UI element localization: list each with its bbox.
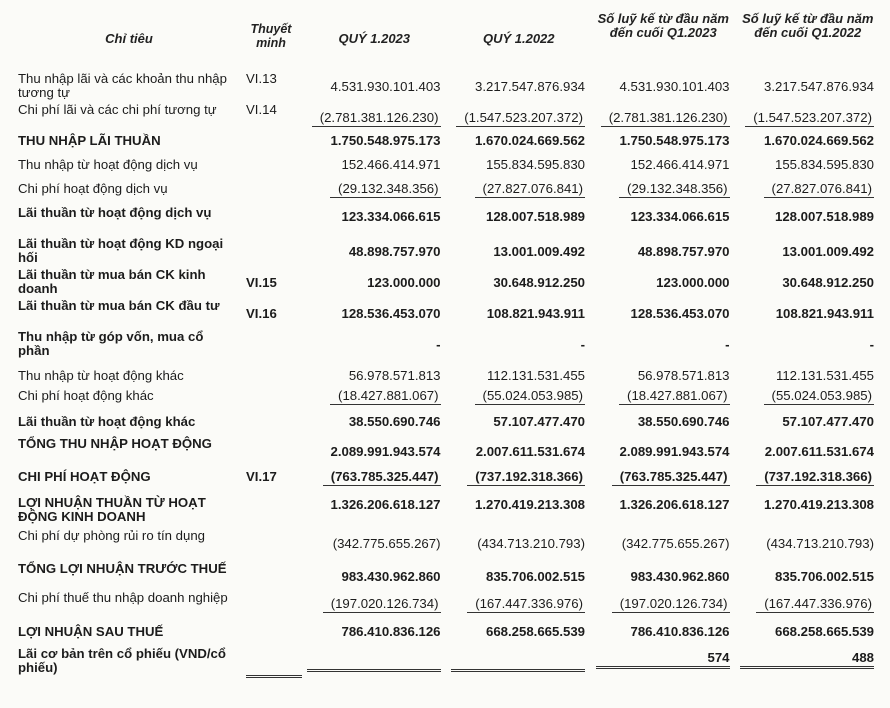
- row-label: LỢI NHUẬN THUẦN TỪ HOẠT ĐỘNG KINH DOANH: [18, 495, 206, 524]
- row-ytd-2022: 488: [740, 651, 874, 669]
- row-q1-2022: 1.270.419.213.308: [474, 497, 585, 512]
- row-label: Chi phí thuế thu nhập doanh nghiệp: [18, 590, 228, 605]
- header-label: Chỉ tiêu: [105, 31, 153, 46]
- row-q1-2023: 48.898.757.970: [348, 244, 441, 259]
- row-note: [240, 182, 302, 206]
- row-ytd-2022: 2.007.611.531.674: [764, 444, 874, 459]
- row-ytd-2023: 128.536.453.070: [630, 306, 730, 321]
- row-q1-2022: (1.547.523.207.372): [456, 111, 585, 127]
- row-ytd-2023: 123.000.000: [656, 275, 730, 290]
- table-header: [18, 6, 880, 72]
- row-ytd-2022: 3.217.547.876.934: [763, 79, 874, 94]
- row-ytd-2023: (342.775.655.267): [621, 536, 730, 551]
- row-ytd-2023: (763.785.325.447): [612, 470, 730, 486]
- table-row: [18, 621, 880, 645]
- row-ytd-2023: -: [725, 337, 730, 352]
- row-label: LỢI NHUẬN SAU THUẾ: [18, 624, 164, 639]
- row-label: Lãi thuần từ hoạt động KD ngoại hối: [18, 236, 224, 265]
- row-label: Thu nhập từ góp vốn, mua cổ phần: [18, 329, 204, 358]
- row-q1-2023: (18.427.881.067): [330, 389, 440, 405]
- row-note: [240, 433, 302, 464]
- row-ytd-2022: 1.270.419.213.308: [763, 497, 874, 512]
- row-label: Lãi cơ bản trên cổ phiếu (VND/cổ phiếu): [18, 646, 226, 675]
- row-ytd-2022: 668.258.665.539: [774, 624, 874, 639]
- row-ytd-2023: 123.334.066.615: [630, 209, 730, 224]
- row-ytd-2023: 38.550.690.746: [637, 414, 730, 429]
- row-q1-2023: (763.785.325.447): [323, 470, 441, 486]
- table-row: [18, 206, 880, 237]
- row-ytd-2022: (27.827.076.841): [764, 182, 874, 198]
- row-q1-2023: (29.132.348.356): [330, 182, 440, 198]
- row-ytd-2022: 835.706.002.515: [774, 569, 874, 584]
- row-q1-2023: 56.978.571.813: [348, 368, 441, 383]
- row-q1-2022: 57.107.477.470: [493, 414, 585, 429]
- row-q1-2022: (434.713.210.793): [477, 536, 585, 551]
- row-q1-2022: 3.217.547.876.934: [474, 79, 585, 94]
- row-ytd-2023: 48.898.757.970: [637, 244, 730, 259]
- row-note: VI.13: [246, 71, 277, 86]
- row-ytd-2022: 108.821.943.911: [775, 306, 874, 321]
- table-row: [18, 299, 880, 330]
- row-note: [240, 621, 302, 645]
- row-label: Thu nhập từ hoạt động khác: [18, 368, 184, 383]
- table-row: [18, 645, 880, 685]
- table-row: [18, 134, 880, 158]
- row-q1-2022: (27.827.076.841): [475, 182, 585, 198]
- row-label: Chi phí hoạt động dịch vụ: [18, 181, 168, 196]
- header-col3: Số luỹ kế từ đầu năm đến cuối Q1.2023: [597, 11, 729, 40]
- row-ytd-2023: 786.410.836.126: [630, 624, 730, 639]
- row-q1-2023: [307, 668, 441, 672]
- row-ytd-2022: (737.192.318.366): [756, 470, 874, 486]
- row-q1-2022: 108.821.943.911: [486, 306, 585, 321]
- row-label: Chi phí hoạt động khác: [18, 388, 154, 403]
- row-ytd-2022: 112.131.531.455: [775, 368, 874, 383]
- row-ytd-2022: 1.670.024.669.562: [763, 133, 874, 148]
- row-q1-2023: 1.750.548.975.173: [330, 133, 441, 148]
- row-ytd-2023: 983.430.962.860: [630, 569, 730, 584]
- row-q1-2023: 128.536.453.070: [341, 306, 441, 321]
- table-row: [18, 556, 880, 587]
- row-ytd-2023: (2.781.381.126.230): [601, 111, 730, 127]
- table-row: [18, 72, 880, 103]
- row-q1-2023: 152.466.414.971: [341, 157, 441, 172]
- row-q1-2022: -: [580, 337, 585, 352]
- row-q1-2023: 2.089.991.943.574: [330, 444, 441, 459]
- row-q1-2022: 1.670.024.669.562: [474, 133, 585, 148]
- row-label: Lãi thuần từ mua bán CK đầu tư: [18, 298, 220, 313]
- row-q1-2023: 38.550.690.746: [348, 414, 441, 429]
- row-ytd-2022: (55.024.053.985): [764, 389, 874, 405]
- row-q1-2023: (342.775.655.267): [332, 536, 441, 551]
- row-note: VI.17: [246, 469, 277, 484]
- row-ytd-2023: 1.750.548.975.173: [619, 133, 730, 148]
- row-q1-2022: (737.192.318.366): [467, 470, 585, 486]
- row-ytd-2022: 30.648.912.250: [782, 275, 874, 290]
- row-q1-2023: 123.334.066.615: [341, 209, 441, 224]
- row-ytd-2023: 1.326.206.618.127: [619, 497, 730, 512]
- row-q1-2022: (167.447.336.976): [467, 597, 585, 613]
- row-label: Thu nhập từ hoạt động dịch vụ: [18, 157, 198, 172]
- row-q1-2022: 155.834.595.830: [485, 157, 585, 172]
- table-row: [18, 464, 880, 488]
- row-note: [240, 488, 302, 525]
- row-note: VI.16: [246, 306, 277, 321]
- table-row: [18, 385, 880, 409]
- table-row: [18, 103, 880, 134]
- row-label: Lãi thuần từ hoạt động khác: [18, 414, 196, 429]
- row-q1-2022: 668.258.665.539: [485, 624, 585, 639]
- row-ytd-2023: (29.132.348.356): [619, 182, 729, 198]
- row-label: THU NHẬP LÃI THUẦN: [18, 133, 161, 148]
- row-q1-2023: 123.000.000: [367, 275, 441, 290]
- row-ytd-2022: (434.713.210.793): [766, 536, 874, 551]
- row-note: [240, 330, 302, 361]
- row-label: TỔNG LỢI NHUẬN TRƯỚC THUẾ: [18, 561, 227, 576]
- row-q1-2023: 4.531.930.101.403: [330, 79, 441, 94]
- header-col4: Số luỹ kế từ đầu năm đến cuối Q1.2022: [742, 11, 874, 40]
- header-col1: QUÝ 1.2023: [338, 31, 411, 46]
- table-row: [18, 182, 880, 206]
- row-q1-2023: 983.430.962.860: [341, 569, 441, 584]
- row-q1-2022: 13.001.009.492: [493, 244, 585, 259]
- row-ytd-2022: 128.007.518.989: [774, 209, 874, 224]
- row-q1-2022: (55.024.053.985): [475, 389, 585, 405]
- row-note: [240, 587, 302, 621]
- row-ytd-2022: 13.001.009.492: [782, 244, 874, 259]
- row-q1-2022: 30.648.912.250: [493, 275, 585, 290]
- row-ytd-2022: 57.107.477.470: [782, 414, 874, 429]
- header-note: Thuyết minh: [250, 22, 292, 50]
- row-ytd-2023: 574: [596, 651, 730, 669]
- table-row: [18, 361, 880, 385]
- row-note: [240, 158, 302, 182]
- row-label: Thu nhập lãi và các khoản thu nhập tương tự: [18, 71, 227, 100]
- row-note: [240, 237, 302, 268]
- row-q1-2023: (2.781.381.126.230): [312, 111, 441, 127]
- row-label: CHI PHÍ HOẠT ĐỘNG: [18, 469, 151, 484]
- table-row: [18, 330, 880, 361]
- row-ytd-2023: 152.466.414.971: [630, 157, 730, 172]
- row-ytd-2022: 155.834.595.830: [774, 157, 874, 172]
- table-row: [18, 525, 880, 556]
- header-col2: QUÝ 1.2022: [482, 31, 555, 46]
- row-q1-2022: 112.131.531.455: [486, 368, 585, 383]
- row-note: [240, 409, 302, 433]
- row-ytd-2023: 4.531.930.101.403: [619, 79, 730, 94]
- row-ytd-2023: 2.089.991.943.574: [619, 444, 730, 459]
- row-note: [240, 134, 302, 158]
- row-note: VI.14: [246, 102, 277, 117]
- row-q1-2023: -: [436, 337, 441, 352]
- row-note: [240, 525, 302, 556]
- row-note: [240, 361, 302, 385]
- table-row: [18, 587, 880, 621]
- row-ytd-2023: 56.978.571.813: [637, 368, 730, 383]
- row-label: Chi phí dự phòng rủi ro tín dụng: [18, 528, 205, 543]
- row-q1-2023: 786.410.836.126: [341, 624, 441, 639]
- table-row: [18, 409, 880, 433]
- row-label: Lãi thuần từ hoạt động dịch vụ: [18, 205, 212, 220]
- row-q1-2023: 1.326.206.618.127: [330, 497, 441, 512]
- row-ytd-2023: (197.020.126.734): [612, 597, 730, 613]
- table-row: [18, 237, 880, 268]
- row-label: Chi phí lãi và các chi phí tương tự: [18, 102, 217, 117]
- row-note: [246, 661, 302, 678]
- row-q1-2022: 128.007.518.989: [485, 209, 585, 224]
- table-row: [18, 158, 880, 182]
- row-note: [240, 385, 302, 409]
- row-ytd-2022: (167.447.336.976): [756, 597, 874, 613]
- row-ytd-2022: (1.547.523.207.372): [745, 111, 874, 127]
- row-q1-2023: (197.020.126.734): [323, 597, 441, 613]
- income-statement-table: [18, 6, 880, 685]
- row-ytd-2022: -: [869, 337, 874, 352]
- row-q1-2022: 2.007.611.531.674: [475, 444, 585, 459]
- table-row: [18, 433, 880, 464]
- table-row: [18, 268, 880, 299]
- row-note: VI.15: [246, 275, 277, 290]
- row-q1-2022: 835.706.002.515: [485, 569, 585, 584]
- row-note: [240, 556, 302, 587]
- row-label: Lãi thuần từ mua bán CK kinh doanh: [18, 267, 206, 296]
- row-ytd-2023: (18.427.881.067): [619, 389, 729, 405]
- table-row: [18, 488, 880, 525]
- row-note: [240, 206, 302, 237]
- row-q1-2022: [451, 668, 585, 672]
- row-label: TỔNG THU NHẬP HOẠT ĐỘNG: [18, 436, 212, 451]
